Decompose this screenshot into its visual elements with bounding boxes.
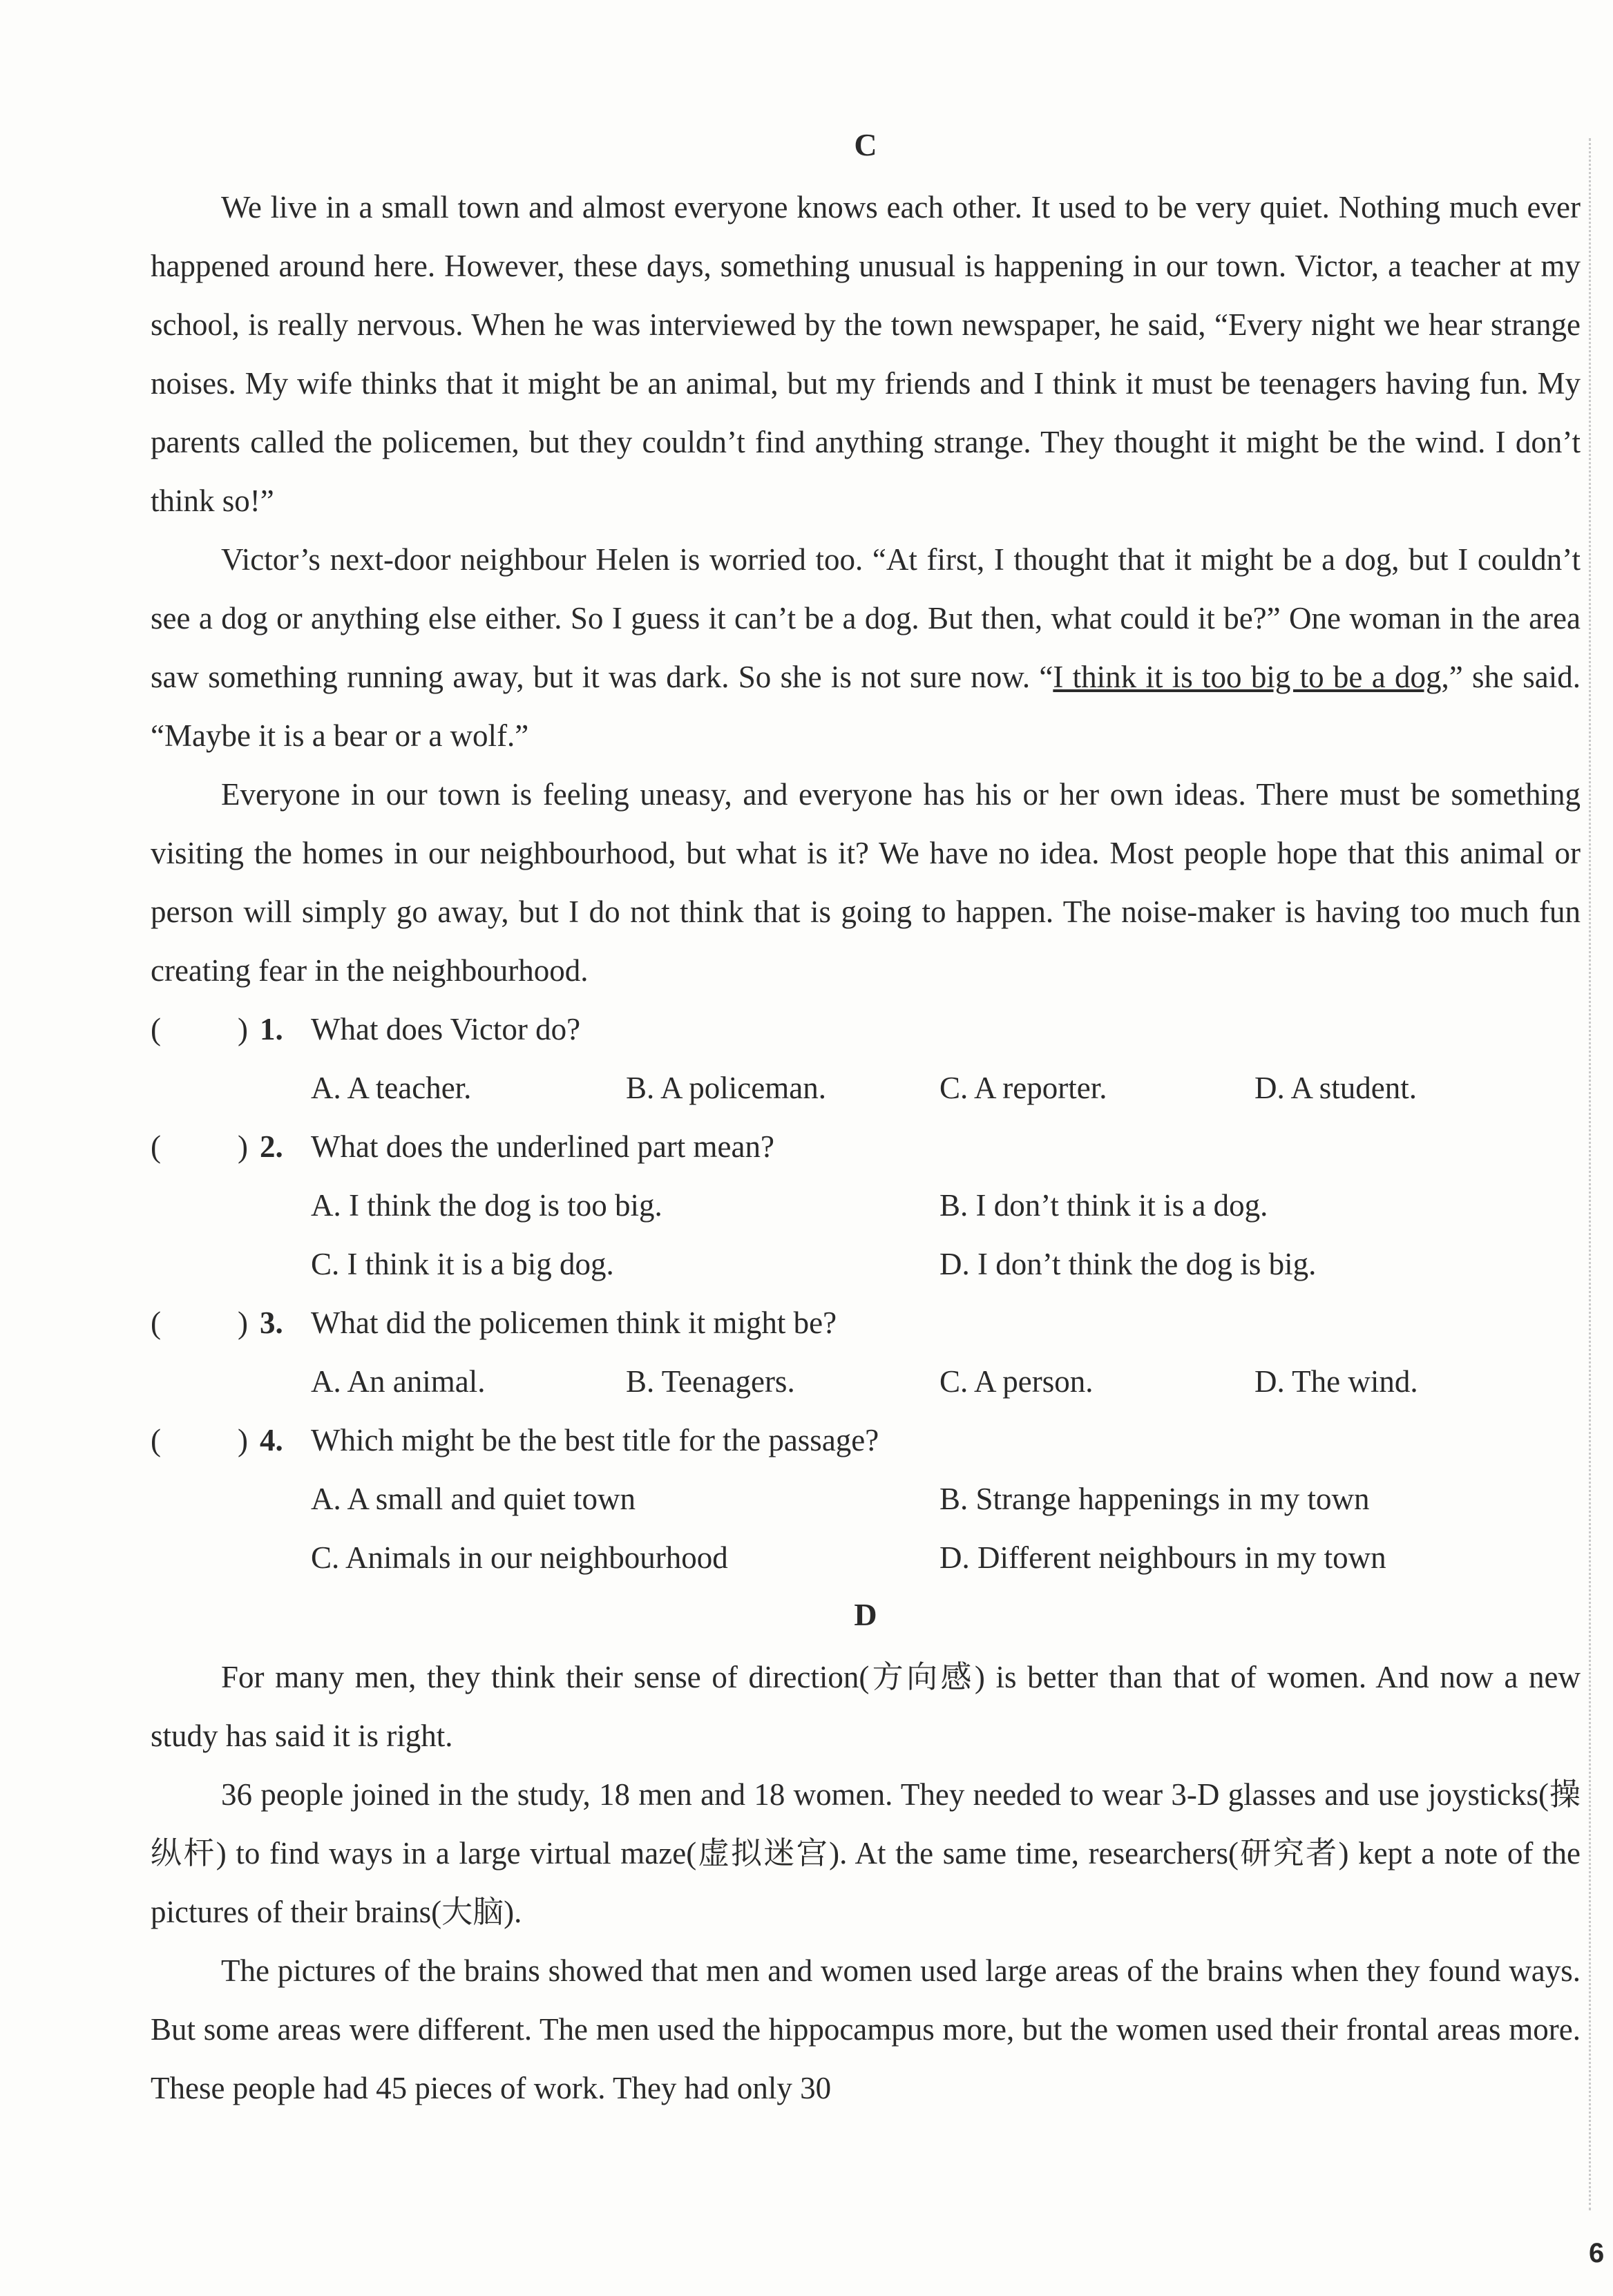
answer-blank-open[interactable]: ( [151, 1305, 161, 1340]
answer-blank-close: ) [238, 1423, 248, 1457]
option-d: D. I don’t think the dog is big. [939, 1247, 1317, 1281]
option-a: A. I think the dog is too big. [311, 1188, 662, 1223]
question-3-options [151, 1352, 1581, 1411]
answer-blank-close: ) [238, 1129, 248, 1164]
section-d-paragraph-3: The pictures of the brains showed that men and women used large areas of the brains when they found ways. But some areas were different. The men used the hippocampus more, but the women used their frontal areas more. These people had 45 pieces of work. They had only 30 [151, 1953, 1581, 2105]
section-c-paragraph-2 [151, 530, 1581, 765]
question-number: 2. [260, 1129, 283, 1164]
answer-blank-close: ) [238, 1305, 248, 1340]
option-b: B. I don’t think it is a dog. [939, 1188, 1268, 1223]
option-a: A. A teacher. [311, 1071, 472, 1105]
option-d: D. Different neighbours in my town [939, 1540, 1386, 1575]
question-text: Which might be the best title for the passage? [311, 1423, 879, 1457]
section-d-heading: D [854, 1597, 877, 1632]
option-a: A. An animal. [311, 1364, 486, 1399]
question-1-options [151, 1059, 1581, 1118]
section-d-paragraph-2: 36 people joined in the study, 18 men and 18 women. They needed to wear 3-D glasses and use joysticks(操纵杆) to find ways in a large virtual maze(虚拟迷宫). At the same time, researchers(研究者) kept a note of the pictures of their brains(大脑). [151, 1777, 1581, 1929]
answer-blank-open[interactable]: ( [151, 1012, 161, 1046]
document-page [151, 124, 1581, 2118]
question-4-options-row-2 [151, 1529, 1581, 1587]
option-b: B. A policeman. [626, 1071, 826, 1105]
option-c: C. A reporter. [939, 1071, 1107, 1105]
section-c-paragraph-3: Everyone in our town is feeling uneasy, and everyone has his or her own ideas. There must be something visiting the homes in our neighbourhood, but what is it? We have no idea. Most people hope that this animal or person will simply go away, but I do not think that is going to happen. The noise-maker is having too much fun creating fear in the neighbourhood. [151, 777, 1581, 988]
question-2-options-row-2 [151, 1235, 1581, 1294]
spacer [151, 1587, 1581, 1594]
question-number: 3. [260, 1305, 283, 1340]
question-4-options-row-1 [151, 1470, 1581, 1529]
section-c-heading: C [854, 127, 877, 162]
page-number: 6 [1589, 2238, 1605, 2268]
question-number: 4. [260, 1423, 283, 1457]
answer-blank-open[interactable]: ( [151, 1423, 161, 1457]
question-2-options-row-1 [151, 1176, 1581, 1235]
option-b: B. Strange happenings in my town [939, 1482, 1370, 1516]
option-a: A. A small and quiet town [311, 1482, 636, 1516]
option-c: C. I think it is a big dog. [311, 1247, 614, 1281]
para2-text-before: Victor’s next-door neighbour Helen is worried too. “At first, I thought that it might be a dog, but I couldn’t see a dog or anything else either. So I guess it can’t be a dog. But then, what could it be?” One woman in the area saw something running away, but it was dark. So she is not sure now. “ [151, 542, 1581, 694]
question-text: What does Victor do? [311, 1012, 581, 1046]
question-2 [151, 1118, 1581, 1176]
underlined-part: I think it is too big to be a dog [1053, 660, 1442, 694]
question-number: 1. [260, 1012, 283, 1046]
option-d: D. A student. [1254, 1071, 1418, 1105]
section-c-paragraph-1: We live in a small town and almost everyone knows each other. It used to be very quiet. Nothing much ever happened around here. However, these days, something unusual is happening in our town. Victor, a teacher at my school, is really nervous. When he was interviewed by the town newspaper, he said, “Every night we hear strange noises. My wife thinks that it might be an animal, but my friends and I think it must be teenagers having fun. My parents called the policemen, but they couldn’t find anything strange. They thought it might be the wind. I don’t think so!” [151, 190, 1581, 518]
option-b: B. Teenagers. [626, 1364, 795, 1399]
question-3 [151, 1294, 1581, 1352]
question-text: What did the policemen think it might be? [311, 1305, 837, 1340]
section-d-paragraph-1: For many men, they think their sense of direction(方向感) is better than that of women. And now a new study has said it is right. [151, 1660, 1581, 1753]
para2-text-after: ,” she said. “Maybe it is a bear or a wolf.” [151, 660, 1581, 753]
question-text: What does the underlined part mean? [311, 1129, 774, 1164]
answer-blank-open[interactable]: ( [151, 1129, 161, 1164]
option-c: C. A person. [939, 1364, 1094, 1399]
question-1 [151, 1000, 1581, 1059]
answer-blank-close: ) [238, 1012, 248, 1046]
option-d: D. The wind. [1254, 1364, 1418, 1399]
margin-dotted-rule [1589, 138, 1591, 2210]
option-c: C. Animals in our neighbourhood [311, 1540, 728, 1575]
question-4 [151, 1411, 1581, 1470]
